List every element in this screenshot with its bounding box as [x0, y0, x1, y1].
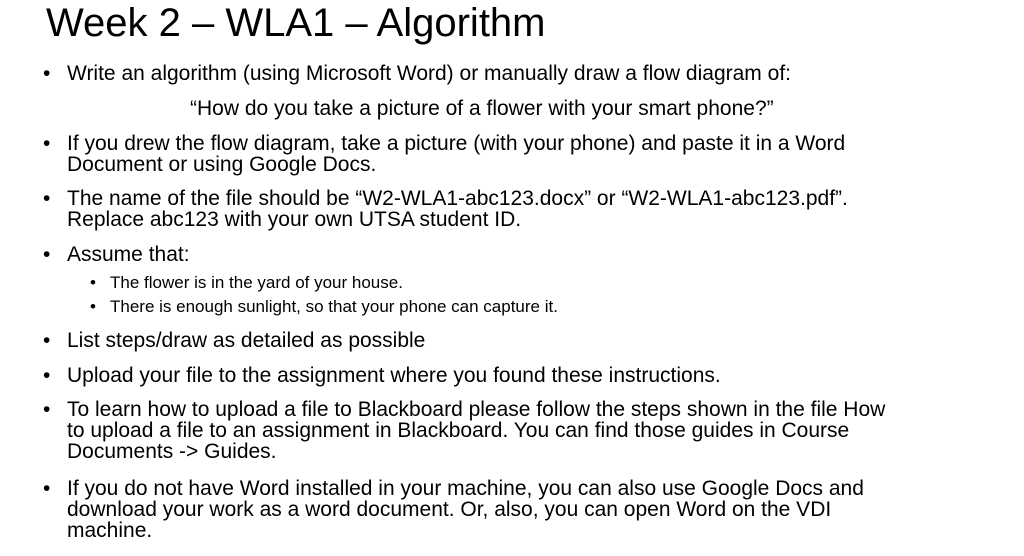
bullet-item [43, 364, 1017, 387]
bullet-text: If you drew the flow diagram, take a picture (with your phone) and paste it in a Word [67, 132, 846, 155]
bullet-dot: • [43, 477, 51, 500]
bullet-text: Documents -> Guides. [67, 440, 277, 463]
bullet-item [43, 132, 1017, 176]
bullet-text: List steps/draw as detailed as possible [67, 329, 426, 352]
bullet-dot: • [90, 273, 96, 292]
bullet-item [43, 398, 1017, 463]
bullet-item [43, 187, 1017, 231]
bullet-item [43, 329, 1017, 352]
bullet-dot: • [43, 132, 51, 155]
bullet-dot: • [43, 364, 51, 387]
bullet-dot: • [43, 329, 51, 352]
bullet-text: If you do not have Word installed in your machine, you can also use Google Docs and [67, 477, 864, 500]
bullet-dot: • [43, 398, 51, 421]
bullet-text: To learn how to upload a file to Blackboard please follow the steps shown in the file How [67, 398, 886, 421]
bullet-dot: • [43, 187, 51, 210]
bullet-dot: • [90, 297, 96, 316]
page-title: Week 2 – WLA1 – Algorithm [46, 1, 546, 45]
bullet-item [43, 477, 1017, 542]
bullet-text: Document or using Google Docs. [67, 153, 377, 176]
bullet-text: Assume that: [67, 243, 190, 266]
bullet-text: Replace abc123 with your own UTSA student ID. [67, 208, 522, 231]
bullet-text: download your work as a word document. Or, also, you can open Word on the VDI [67, 498, 832, 521]
sub-bullet-item [90, 273, 403, 292]
bullet-dot: • [43, 62, 51, 85]
bullet-text: to upload a file to an assignment in Blackboard. You can find those guides in Course [67, 419, 850, 442]
bullet-item [43, 62, 1017, 85]
sub-bullet-text: There is enough sunlight, so that your phone can capture it. [110, 297, 558, 316]
bullet-text: The name of the file should be “W2-WLA1-abc123.docx” or “W2-WLA1-abc123.pdf”. [67, 187, 848, 210]
bullet-text: machine. [67, 519, 153, 542]
bullet-dot: • [43, 243, 51, 266]
quote-text: “How do you take a picture of a flower with your smart phone?” [190, 97, 774, 120]
bullet-text: Write an algorithm (using Microsoft Word) or manually draw a flow diagram of: [67, 62, 791, 85]
bullet-text: Upload your file to the assignment where you found these instructions. [67, 364, 721, 387]
sub-bullet-text: The flower is in the yard of your house. [110, 273, 403, 292]
sub-bullet-item [90, 297, 558, 316]
bullet-item [43, 243, 1017, 266]
